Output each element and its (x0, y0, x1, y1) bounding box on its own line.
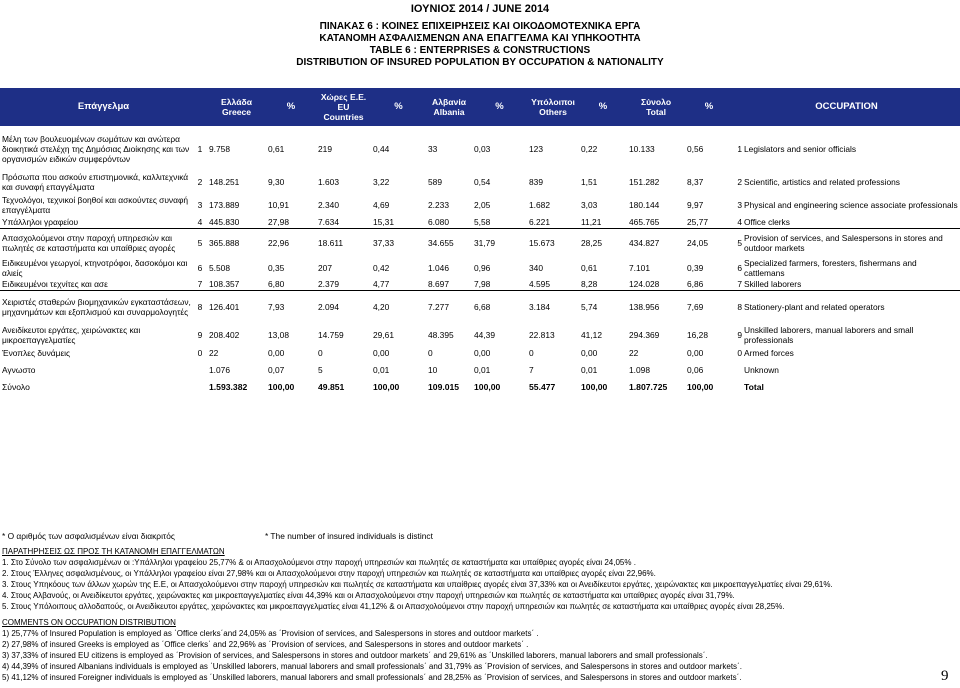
total-grp: 100,00 (268, 382, 295, 392)
table-row (0, 278, 960, 290)
cell-eup: 0,01 (373, 364, 390, 375)
row-index: 6 (737, 263, 743, 273)
row-index (733, 360, 743, 379)
table-subtitle-el: ΚΑΤΑΝΟΜΗ ΑΣΦΑΛΙΣΜΕΝΩΝ ΑΝΑ ΕΠΑΓΓΕΛΜΑ ΚΑΙ ΥΠΗΚΟΟΤΗΤΑ (319, 33, 641, 44)
table-row (0, 228, 960, 258)
cell-otp: 28,25 (581, 238, 602, 249)
cell-ot: 6.221 (527, 216, 579, 228)
cell-grp: 22,96 (268, 238, 289, 249)
cell-gr: 1.076 (209, 364, 230, 375)
header-others: Υπόλοιποι Others (527, 88, 579, 126)
cell-tt: 7.101 (629, 263, 650, 273)
cell-al: 0 (428, 348, 433, 358)
table-row (0, 170, 960, 194)
cell-tt: 138.956 (629, 302, 660, 313)
occupation-name-el: Τεχνολόγοι, τεχνικοί βοηθοί και ασκούντες συναφή επαγγέλματα (2, 195, 189, 215)
cell-ot: 1.682 (529, 200, 550, 210)
row-index: 1 (197, 144, 203, 154)
cell-eu: 0 (318, 348, 323, 358)
page-number: 9 (941, 668, 949, 684)
cell-gr: 173.889 (209, 200, 240, 210)
occupation-name-el: Ειδικευμένοι τεχνίτες και ασε (0, 278, 193, 290)
cell-ot: 22.813 (529, 330, 555, 340)
cell-alp: 44,39 (474, 330, 495, 340)
cell-ot: 839 (529, 177, 543, 187)
remark-el-item: 4. Στους Αλβανούς, οι Ανειδίκευτοι εργάτες, χειρώνακτες και μικροεπαγγελματίες είναι 44,39% και οι Απασχολούμενοι στην παροχή υπηρεσιών και πωλητές σε καταστήματα και υπαίθριες αγορές είναι 31,79%. (2, 591, 735, 600)
cell-eup: 4,69 (373, 200, 390, 210)
table-row (0, 324, 960, 346)
row-index: 3 (197, 200, 203, 210)
cell-grp: 0,61 (268, 144, 285, 154)
cell-alp: 0,00 (474, 348, 491, 358)
cell-gr: 22 (209, 348, 219, 358)
occupation-name-el: Πρόσωπα που ασκούν επιστημονικά, καλλιτεχνικά και συναφή επαγγέλματα (2, 172, 189, 192)
cell-eup: 0,42 (373, 263, 390, 273)
cell-ttp: 24,05 (687, 238, 708, 249)
remarks-el-heading: ΠΑΡΑΤΗΡΗΣΕΙΣ ΩΣ ΠΡΟΣ ΤΗ ΚΑΤΑΝΟΜΗ ΕΠΑΓΓΕΛΜΑΤΩΝ (2, 547, 225, 556)
total-alp: 100,00 (474, 382, 501, 392)
cell-eu: 7.634 (316, 216, 371, 228)
row-index: 7 (733, 278, 743, 290)
footnote-en: * The number of insured individuals is distinct (265, 531, 433, 541)
cell-otp: 5,74 (581, 302, 598, 313)
cell-ot: 0 (529, 348, 534, 358)
occupation-name-en: Skilled laborers (743, 278, 960, 290)
remarks-el (2, 546, 932, 612)
cell-al: 33 (428, 144, 438, 154)
header-greece: Ελλάδα Greece (207, 88, 266, 126)
cell-ttp: 6,86 (685, 278, 733, 290)
cell-al: 6.080 (426, 216, 472, 228)
total-eu: 49.851 (318, 382, 345, 392)
table-title-en: TABLE 6 : ENTERPRISES & CONSTRUCTIONS (369, 45, 591, 56)
remark-en-item: 5) 41,12% of insured Foreigner individuals is employed as ΄Unskilled laborers, manual laborers and small professionals΄ and 28,25% as ΄Provision of services, and Salespersons in stores and outdoor markets΄. (2, 673, 742, 682)
total-eup: 100,00 (373, 382, 400, 392)
total-gr: 1.593.382 (209, 382, 248, 392)
cell-tt: 124.028 (627, 278, 685, 290)
cell-al: 589 (428, 177, 442, 187)
cell-ot: 7 (529, 364, 534, 375)
occupation-name-el: Μέλη των βουλευομένων σωμάτων και ανώτερα διοικητικά στελέχη της Δημόσιας Διοίκησης και των οργανισμών ειδικών συμφερόντων (2, 134, 190, 164)
cell-ttp: 9,97 (687, 200, 704, 210)
header-pct: % (579, 88, 627, 126)
cell-alp: 0,54 (474, 177, 491, 187)
remark-el-item: 5. Στους Υπόλοιπους αλλοδαπούς, οι Ανειδίκευτοι εργάτες, χειρώνακτες και μικροεπαγγελματίες είναι 41,12% & οι Απασχολούμενοι στην παροχή υπηρεσιών και πωλητές σε καταστήματα και υπαίθριες αγορές είναι 28,25%. (2, 602, 785, 611)
row-index: 6 (197, 263, 203, 273)
row-index: 1 (737, 144, 743, 154)
total-label-el: Σύνολο (2, 382, 30, 392)
occupation-name-el: Αγνωστο (2, 364, 36, 375)
cell-gr: 5.508 (209, 263, 230, 273)
row-index: 5 (197, 238, 203, 249)
header-total: Σύνολο Total (627, 88, 685, 126)
cell-tt: 180.144 (629, 200, 660, 210)
header-pct: % (472, 88, 527, 126)
cell-otp: 1,51 (581, 177, 598, 187)
cell-eup: 3,22 (373, 177, 390, 187)
row-index: 2 (737, 177, 743, 187)
row-index: 4 (193, 216, 207, 228)
cell-gr: 208.402 (209, 330, 240, 340)
cell-eup: 37,33 (373, 238, 394, 249)
table-row (0, 360, 960, 379)
cell-tt: 151.282 (629, 177, 660, 187)
total-al: 109.015 (428, 382, 460, 392)
cell-gr: 9.758 (209, 144, 230, 154)
cell-al: 7.277 (428, 302, 449, 313)
cell-tt: 22 (629, 348, 639, 358)
cell-otp: 0,61 (581, 263, 598, 273)
cell-eup: 4,20 (373, 302, 390, 313)
occupation-name-en: Legislators and senior officials (744, 144, 857, 154)
cell-eu: 2.094 (318, 302, 339, 313)
cell-alp: 2,05 (474, 200, 491, 210)
total-row (0, 379, 960, 395)
row-index: 9 (197, 330, 203, 340)
cell-eu: 2.340 (318, 200, 339, 210)
occupation-name-en: Office clerks (743, 216, 960, 228)
cell-tt: 434.827 (629, 238, 660, 249)
cell-al: 10 (428, 364, 438, 375)
remark-el-item: 2. Στους Έλληνες ασφαλισμένους, οι Υπάλληλοι γραφείου είναι 27,98% και οι Απασχολούμενοι στην παροχή υπηρεσιών και πωλητές σε καταστήματα και υπαίθριες αγορές είναι 22,96%. (2, 569, 656, 578)
cell-gr: 445.830 (207, 216, 266, 228)
cell-tt: 10.133 (629, 144, 655, 154)
cell-otp: 0,00 (581, 348, 598, 358)
cell-grp: 10,91 (268, 200, 289, 210)
total-ot: 55.477 (529, 382, 556, 392)
occupation-name-el: Χειριστές σταθερών βιομηχανικών εγκαταστάσεων, μηχανημάτων και εξοπλισμού και συναρμολογητές (2, 297, 191, 318)
remarks-en-heading: COMMENTS ON OCCUPATION DISTRIBUTION (2, 618, 176, 627)
cell-tt: 294.369 (629, 330, 660, 340)
cell-ot: 4.595 (527, 278, 579, 290)
cell-alp: 0,01 (474, 364, 491, 375)
cell-ttp: 0,00 (687, 348, 704, 358)
cell-ot: 3.184 (529, 302, 550, 313)
occupation-name-el: Ειδικευμένοι γεωργοί, κτηνοτρόφοι, δασοκόμοι και αλιείς (2, 258, 188, 278)
total-label-en: Total (744, 382, 764, 392)
footnote-el: * Ο αριθμός των ασφαλισμένων είναι διακριτός (2, 531, 175, 541)
cell-alp: 0,96 (474, 263, 491, 273)
table-row (0, 346, 960, 360)
cell-ttp: 0,06 (687, 364, 704, 375)
cell-ttp: 0,56 (687, 144, 704, 154)
cell-alp: 7,98 (472, 278, 527, 290)
occupation-name-en: Unknown (744, 364, 779, 375)
occupation-name-en: Specialized farmers, foresters, fishermans and cattlemans (744, 258, 917, 278)
table-title-el: ΠΙΝΑΚΑΣ 6 : ΚΟΙΝΕΣ ΕΠΙΧΕΙΡΗΣΕΙΣ ΚΑΙ ΟΙΚΟΔΟΜΟΤΕΧΝΙΚΑ ΕΡΓΑ (319, 21, 641, 32)
occupation-name-el: Ανειδίκευτοι εργάτες, χειρώνακτες και μικροεπαγγελματίες (2, 325, 141, 345)
cell-alp: 6,68 (474, 302, 491, 313)
cell-eu: 1.603 (318, 177, 339, 187)
remark-en-item: 2) 27,98% of insured Greeks is employed as ΄Office clerks΄ and 22,96% as ΄Provision of services, and Salespersons in stores and outdoor markets΄ . (2, 640, 529, 649)
header-pct: % (371, 88, 426, 126)
row-index: 0 (197, 348, 203, 358)
table-row (0, 194, 960, 216)
occupation-name-el: Υπάλληλοι γραφείου (0, 216, 193, 228)
row-index: 4 (733, 216, 743, 228)
remarks-en (2, 617, 932, 683)
cell-otp: 3,03 (581, 200, 598, 210)
cell-eup: 0,00 (373, 348, 390, 358)
cell-ttp: 25,77 (685, 216, 733, 228)
cell-ot: 15.673 (529, 238, 555, 249)
cell-eup: 0,44 (373, 144, 390, 154)
cell-gr: 126.401 (209, 302, 240, 313)
row-index: 3 (737, 200, 743, 210)
cell-ot: 123 (529, 144, 543, 154)
row-index: 2 (197, 177, 203, 187)
row-index: 7 (193, 278, 207, 290)
cell-otp: 8,28 (579, 278, 627, 290)
header-eu: Χώρες Ε.Ε. EU Countries (316, 88, 371, 126)
cell-ttp: 16,28 (687, 330, 708, 340)
cell-otp: 0,22 (581, 144, 598, 154)
cell-otp: 0,01 (581, 364, 598, 375)
cell-grp: 13,08 (268, 330, 289, 340)
row-index: 0 (737, 348, 743, 358)
cell-alp: 31,79 (474, 238, 495, 249)
cell-ot: 340 (529, 263, 543, 273)
table-row (0, 290, 960, 324)
cell-grp: 7,93 (268, 302, 285, 313)
header-occupation-el: Επάγγελμα (0, 88, 207, 126)
cell-ttp: 7,69 (687, 302, 704, 313)
cell-eup: 4,77 (371, 278, 426, 290)
cell-gr: 148.251 (209, 177, 240, 187)
cell-al: 2.233 (428, 200, 449, 210)
cell-alp: 5,58 (472, 216, 527, 228)
cell-ttp: 0,39 (687, 263, 704, 273)
cell-eu: 207 (318, 263, 332, 273)
cell-otp: 11,21 (579, 216, 627, 228)
cell-grp: 0,35 (268, 263, 285, 273)
cell-eup: 15,31 (371, 216, 426, 228)
cell-tt: 1.098 (629, 364, 650, 375)
remark-en-item: 4) 44,39% of insured Albanians individuals is employed as ΄Unskilled laborers, manual laborers and small professionals΄ and 31,79% as ΄Provision of services, and Salespersons in stores and outdoor markets΄. (2, 662, 742, 671)
header-albania: Αλβανία Albania (426, 88, 472, 126)
row-index: 5 (737, 238, 743, 249)
table-row (0, 128, 960, 170)
occupation-name-en: Provision of services, and Salespersons in stores and outdoor markets (744, 233, 943, 254)
occupation-name-en: Physical and engineering science associate professionals (744, 200, 958, 210)
cell-eu: 219 (318, 144, 332, 154)
occupation-name-el: Ένοπλες δυνάμεις (2, 348, 71, 358)
remark-en-item: 3) 37,33% of insured EU citizens is employed as ΄Provision of services, and Salespersons in stores and outdoor markets΄ and 29,61% as ΄Unskilled laborers, manual laborers and small professionals΄. (2, 651, 708, 660)
cell-eu: 18.611 (318, 238, 344, 249)
remark-en-item: 1) 25,77% of Insured Population is employed as ΄Office clerks΄and 24,05% as ΄Provision of services, and Salespersons in stores and outdoor markets΄ . (2, 629, 539, 638)
cell-al: 1.046 (428, 263, 449, 273)
header-row (0, 88, 960, 126)
table-row (0, 216, 960, 228)
row-index (193, 360, 207, 379)
cell-alp: 0,03 (474, 144, 491, 154)
table-subtitle-en: DISTRIBUTION OF INSURED POPULATION BY OCCUPATION & NATIONALITY (296, 57, 664, 68)
occupation-name-en: Scientific, artistics and related professions (744, 177, 900, 187)
cell-eu: 2.379 (316, 278, 371, 290)
cell-grp: 9,30 (268, 177, 285, 187)
occupation-table (0, 88, 960, 395)
cell-gr: 365.888 (209, 238, 240, 249)
cell-grp: 0,00 (268, 348, 285, 358)
report-date: ΙΟΥΝΙΟΣ 2014 / JUNE 2014 (410, 3, 550, 15)
cell-grp: 6,80 (266, 278, 316, 290)
cell-eup: 29,61 (373, 330, 394, 340)
remark-el-item: 1. Στο Σύνολο των ασφαλισμένων οι :Υπάλληλοι γραφείου 25,77% & οι Απασχολούμενοι στην παροχή υπηρεσιών και πωλητές σε καταστήματα και υπαίθριες αγορές είναι 24,05% . (2, 558, 636, 567)
cell-eu: 5 (318, 364, 323, 375)
cell-al: 8.697 (426, 278, 472, 290)
total-tt: 1.807.725 (629, 382, 668, 392)
header-pct: % (685, 88, 733, 126)
row-index: 8 (737, 302, 743, 313)
header-pct: % (266, 88, 316, 126)
cell-grp: 27,98 (266, 216, 316, 228)
occupation-name-en: Unskilled laborers, manual laborers and small professionals (744, 325, 914, 345)
cell-otp: 41,12 (581, 330, 602, 340)
cell-gr: 108.357 (207, 278, 266, 290)
total-otp: 100,00 (581, 382, 608, 392)
row-index: 8 (197, 302, 203, 313)
cell-al: 48.395 (428, 330, 454, 340)
occupation-name-en: Stationery-plant and related operators (744, 302, 885, 313)
row-index: 9 (737, 330, 743, 340)
table-row (0, 258, 960, 278)
cell-grp: 0,07 (268, 364, 285, 375)
total-ttp: 100,00 (687, 382, 714, 392)
cell-al: 34.655 (428, 238, 454, 249)
cell-tt: 465.765 (627, 216, 685, 228)
cell-eu: 14.759 (318, 330, 344, 340)
remark-el-item: 3. Στους Υπηκόους των άλλων χωρών της Ε.Ε, οι Απασχολούμενοι στην παροχή υπηρεσιών και πωλητές σε καταστήματα και υπαίθριες αγορές είναι 37,33% και οι Ανειδίκευτοι εργάτες, χειρώνακτες και μικροεπαγγελματίες είναι 29,61%. (2, 580, 833, 589)
occupation-name-en: Armed forces (744, 348, 794, 358)
occupation-name-el: Απασχολούμενοι στην παροχή υπηρεσιών και πωλητές σε καταστήματα και υπαίθριες αγορές (2, 233, 176, 254)
cell-ttp: 8,37 (687, 177, 704, 187)
header-occupation-en: OCCUPATION (733, 88, 960, 126)
